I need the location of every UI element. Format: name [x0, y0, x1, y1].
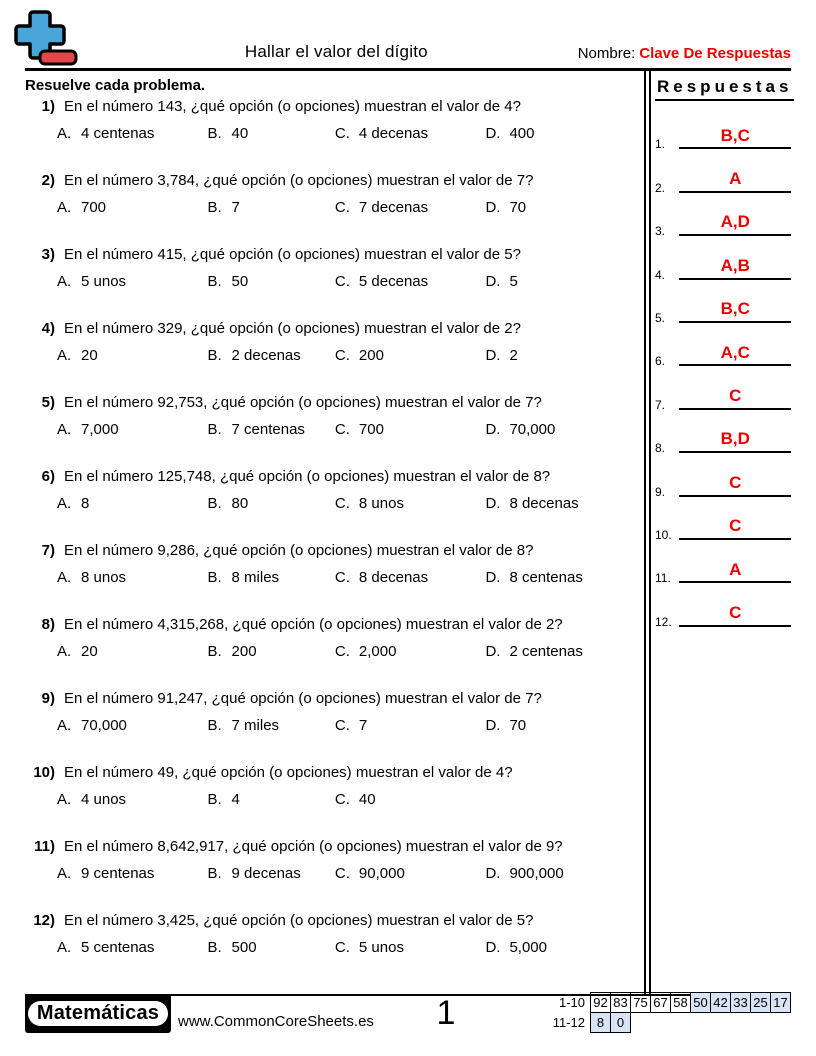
page-title: Hallar el valor del dígito	[244, 42, 428, 61]
name-value: Clave De Respuestas	[639, 45, 791, 62]
option-letter: C.	[334, 939, 350, 956]
option-letter: B.	[207, 347, 222, 364]
option-letter: C.	[334, 125, 350, 142]
problem-1	[25, 97, 636, 144]
page-number: 1	[436, 994, 456, 1032]
option-text: 8 decenas	[509, 495, 579, 512]
option-text: 8 unos	[81, 569, 127, 586]
answer-row-4	[655, 236, 794, 282]
option-letter: D.	[485, 347, 501, 364]
option-text: 5,000	[509, 939, 547, 956]
answer-row-1	[655, 106, 794, 152]
option-letter: A.	[57, 717, 72, 734]
option-letter: B.	[207, 939, 222, 956]
problem-number: 12)	[33, 912, 55, 929]
option-letter: B.	[207, 199, 222, 216]
option-text: 70,000	[81, 717, 127, 734]
score-cell: 92	[591, 993, 611, 1013]
options-row	[25, 494, 636, 514]
score-table	[553, 992, 791, 1033]
option-text: 90,000	[358, 865, 405, 882]
problem-question: En el número 329, ¿qué opción (o opciones) muestran el valor de 2?	[64, 320, 521, 337]
answer-value: A	[679, 561, 791, 584]
header	[25, 0, 791, 71]
option-letter: C.	[334, 273, 350, 290]
option-a	[57, 494, 208, 514]
problem-9	[25, 689, 636, 736]
answer-number: 1.	[655, 137, 666, 152]
option-d	[485, 642, 636, 662]
answer-value: A,C	[679, 344, 791, 367]
answer-row-12	[655, 583, 794, 629]
problem-7	[25, 541, 636, 588]
answer-number: 12.	[655, 614, 672, 629]
problem-question: En el número 415, ¿qué opción (o opciones) muestran el valor de 5?	[64, 246, 521, 263]
option-letter: A.	[57, 865, 72, 882]
problem-number: 10)	[33, 764, 55, 781]
option-a	[57, 198, 208, 218]
option-text: 40	[358, 791, 376, 808]
score-row-label: 1-10	[558, 995, 585, 1010]
option-letter: A.	[57, 643, 72, 660]
option-c	[335, 198, 486, 218]
answer-value: C	[679, 474, 791, 497]
option-letter: D.	[485, 495, 501, 512]
commoncoresheets-logo-icon	[13, 9, 79, 67]
option-a	[57, 420, 208, 440]
option-c	[335, 790, 486, 810]
option-text: 7	[358, 717, 368, 734]
option-letter: A.	[57, 347, 72, 364]
option-text: 7	[231, 199, 240, 216]
answer-number: 5.	[655, 310, 666, 325]
answer-value: B,C	[679, 300, 791, 323]
option-letter: C.	[334, 865, 350, 882]
score-cell: 42	[711, 993, 731, 1013]
option-letter: C.	[334, 495, 350, 512]
option-text: 20	[81, 347, 98, 364]
option-letter: D.	[485, 569, 501, 586]
option-letter: D.	[485, 125, 501, 142]
score-cell: 75	[631, 993, 651, 1013]
score-row-1-10	[553, 993, 791, 1013]
answer-number: 9.	[655, 484, 666, 499]
problem-number: 4)	[41, 320, 55, 337]
option-text: 500	[231, 939, 257, 956]
answer-value: B,D	[679, 430, 791, 453]
option-text: 20	[81, 643, 98, 660]
option-letter: D.	[485, 865, 501, 882]
option-text: 700	[81, 199, 107, 216]
options-row	[25, 568, 636, 588]
problem-3	[25, 245, 636, 292]
option-a	[57, 272, 208, 292]
name-block	[578, 45, 791, 62]
option-text: 5 unos	[81, 273, 127, 290]
options-row	[25, 124, 636, 144]
option-text: 8 centenas	[509, 569, 583, 586]
option-c	[335, 716, 486, 736]
option-letter: B.	[207, 125, 222, 142]
problem-11	[25, 837, 636, 884]
option-c	[335, 864, 486, 884]
answer-number: 6.	[655, 354, 666, 369]
option-text: 2 decenas	[231, 347, 301, 364]
answer-value: C	[679, 387, 791, 410]
option-b	[208, 346, 335, 366]
problem-10	[25, 763, 636, 810]
option-letter: B.	[207, 273, 222, 290]
options-row	[25, 642, 636, 662]
option-d	[485, 198, 636, 218]
option-letter: A.	[57, 939, 72, 956]
option-text: 9 centenas	[81, 865, 155, 882]
score-cell: 83	[611, 993, 631, 1013]
option-text: 7 miles	[231, 717, 280, 734]
option-text: 4 centenas	[81, 125, 155, 142]
option-b	[208, 272, 335, 292]
problem-question: En el número 91,247, ¿qué opción (o opciones) muestran el valor de 7?	[64, 690, 542, 707]
answers-panel	[649, 71, 796, 994]
website-url: www.CommonCoreSheets.es	[178, 1013, 374, 1030]
option-letter: A.	[57, 791, 72, 808]
score-cell: 58	[671, 993, 691, 1013]
problem-number: 8)	[41, 616, 55, 633]
option-letter: C.	[334, 199, 350, 216]
option-letter: C.	[334, 643, 350, 660]
answers-title: Respuestas	[655, 77, 794, 101]
option-text: 70	[509, 717, 527, 734]
options-row	[25, 790, 636, 810]
options-row	[25, 938, 636, 958]
option-text: 7 decenas	[358, 199, 429, 216]
option-a	[57, 938, 208, 958]
option-letter: D.	[485, 939, 501, 956]
options-row	[25, 716, 636, 736]
option-letter: D.	[485, 421, 501, 438]
problem-question: En el número 49, ¿qué opción (o opciones) muestran el valor de 4?	[64, 764, 513, 781]
answer-number: 7.	[655, 397, 666, 412]
problem-question: En el número 8,642,917, ¿qué opción (o opciones) muestran el valor de 9?	[64, 838, 563, 855]
answer-number: 2.	[655, 180, 666, 195]
option-letter: B.	[207, 643, 222, 660]
options-row	[25, 198, 636, 218]
problem-number: 6)	[41, 468, 55, 485]
option-letter: A.	[57, 199, 72, 216]
option-letter: B.	[207, 717, 222, 734]
option-letter: D.	[485, 643, 501, 660]
option-c	[335, 568, 486, 588]
answer-value: C	[679, 604, 791, 627]
brand-name: Matemáticas	[28, 1001, 168, 1026]
problem-4	[25, 319, 636, 366]
answer-row-9	[655, 453, 794, 499]
option-b	[208, 124, 335, 144]
option-text: 4	[231, 791, 240, 808]
answer-value: C	[679, 517, 791, 540]
options-row	[25, 420, 636, 440]
option-c	[335, 420, 486, 440]
problem-2	[25, 171, 636, 218]
option-letter: B.	[207, 865, 222, 882]
option-letter: A.	[57, 495, 72, 512]
answers-list	[655, 106, 794, 627]
problem-12	[25, 911, 636, 958]
score-cell: 33	[731, 993, 751, 1013]
option-text: 900,000	[509, 865, 564, 882]
option-c	[335, 494, 486, 514]
option-a	[57, 864, 208, 884]
score-row-label: 11-12	[552, 1015, 585, 1030]
option-d	[485, 864, 636, 884]
answer-number: 11.	[655, 571, 671, 586]
answer-row-3	[655, 193, 794, 239]
option-b	[208, 938, 335, 958]
option-letter: D.	[485, 199, 501, 216]
answer-number: 8.	[655, 441, 666, 456]
option-letter: C.	[334, 347, 350, 364]
options-row	[25, 864, 636, 884]
option-b	[208, 716, 335, 736]
option-d	[485, 420, 636, 440]
option-letter: A.	[57, 569, 72, 586]
problem-question: En el número 125,748, ¿qué opción (o opciones) muestran el valor de 8?	[64, 468, 551, 485]
problem-number: 9)	[41, 690, 55, 707]
answer-row-8	[655, 410, 794, 456]
problem-6	[25, 467, 636, 514]
option-text: 8 miles	[231, 569, 280, 586]
option-text: 5 centenas	[81, 939, 155, 956]
option-text: 5 decenas	[358, 273, 429, 290]
option-c	[335, 642, 486, 662]
option-b	[208, 420, 335, 440]
score-cell: 17	[771, 993, 791, 1013]
option-text: 7 centenas	[231, 421, 305, 438]
problem-number: 3)	[41, 246, 55, 263]
problem-number: 11)	[34, 838, 55, 855]
problem-number: 5)	[41, 394, 55, 411]
option-d	[485, 716, 636, 736]
problems-column	[25, 71, 644, 994]
option-d	[485, 272, 636, 292]
answer-value: A	[679, 170, 791, 193]
option-letter: C.	[334, 569, 350, 586]
problem-5	[25, 393, 636, 440]
option-letter: A.	[57, 273, 72, 290]
option-a	[57, 716, 208, 736]
score-cell: 67	[651, 993, 671, 1013]
option-letter: D.	[485, 717, 501, 734]
option-text: 2 centenas	[509, 643, 583, 660]
option-c	[335, 124, 486, 144]
option-d	[485, 124, 636, 144]
option-letter: B.	[207, 421, 222, 438]
problem-8	[25, 615, 636, 662]
problem-number: 2)	[41, 172, 55, 189]
answer-number: 3.	[655, 224, 666, 239]
option-d	[485, 568, 636, 588]
option-b	[208, 790, 335, 810]
problem-number: 1)	[41, 98, 55, 115]
options-row	[25, 272, 636, 292]
option-text: 2	[509, 347, 518, 364]
answer-number: 4.	[655, 267, 666, 282]
answer-row-5	[655, 280, 794, 323]
option-letter: A.	[57, 421, 72, 438]
option-text: 2,000	[358, 643, 397, 660]
answer-value: B,C	[679, 127, 791, 150]
option-letter: B.	[207, 495, 222, 512]
answer-row-11	[655, 540, 794, 586]
footer	[25, 994, 791, 1056]
option-text: 8 decenas	[358, 569, 429, 586]
option-b	[208, 494, 335, 514]
answer-row-7	[655, 366, 794, 412]
score-cell: 25	[751, 993, 771, 1013]
score-cell: 50	[691, 993, 711, 1013]
problem-question: En el número 9,286, ¿qué opción (o opciones) muestran el valor de 8?	[64, 542, 534, 559]
option-letter: C.	[334, 421, 350, 438]
option-b	[208, 864, 335, 884]
option-text: 4 decenas	[358, 125, 429, 142]
option-letter: B.	[207, 569, 222, 586]
option-letter: D.	[485, 273, 501, 290]
option-c	[335, 272, 486, 292]
option-d	[485, 494, 636, 514]
problem-question: En el número 3,784, ¿qué opción (o opciones) muestran el valor de 7?	[64, 172, 534, 189]
option-letter: C.	[334, 791, 350, 808]
option-d	[485, 938, 636, 958]
problem-question: En el número 4,315,268, ¿qué opción (o opciones) muestran el valor de 2?	[64, 616, 563, 633]
brand-logo	[25, 994, 171, 1033]
answer-value: A,D	[679, 213, 791, 236]
instruction-text: Resuelve cada problema.	[25, 77, 206, 94]
content	[25, 71, 791, 994]
option-c	[335, 346, 486, 366]
problem-question: En el número 143, ¿qué opción (o opciones) muestran el valor de 4?	[64, 98, 521, 115]
option-letter: B.	[207, 791, 222, 808]
option-c	[335, 938, 486, 958]
option-d	[485, 346, 636, 366]
option-a	[57, 346, 208, 366]
option-a	[57, 124, 208, 144]
option-text: 80	[231, 495, 249, 512]
option-text: 5 unos	[358, 939, 404, 956]
option-text: 5	[509, 273, 518, 290]
score-cell: 8	[591, 1013, 611, 1033]
score-cell: 0	[611, 1013, 631, 1033]
answer-row-10	[655, 497, 794, 540]
option-text: 400	[509, 125, 535, 142]
option-b	[208, 568, 335, 588]
option-text: 50	[231, 273, 249, 290]
option-text: 70,000	[509, 421, 556, 438]
option-text: 700	[358, 421, 384, 438]
option-text: 200	[231, 643, 257, 660]
option-text: 200	[358, 347, 384, 364]
problem-number: 7)	[41, 542, 55, 559]
option-b	[208, 198, 335, 218]
score-row-11-12	[553, 1013, 791, 1033]
option-text: 70	[509, 199, 527, 216]
problem-question: En el número 3,425, ¿qué opción (o opciones) muestran el valor de 5?	[64, 912, 534, 929]
name-label: Nombre:	[577, 45, 636, 62]
problem-question: En el número 92,753, ¿qué opción (o opciones) muestran el valor de 7?	[64, 394, 542, 411]
option-letter: C.	[334, 717, 350, 734]
option-a	[57, 642, 208, 662]
answer-number: 10.	[655, 527, 672, 542]
option-a	[57, 568, 208, 588]
option-a	[57, 790, 208, 810]
option-text: 7,000	[81, 421, 119, 438]
answer-row-2	[655, 149, 794, 195]
option-letter: A.	[57, 125, 72, 142]
answer-value: A,B	[679, 257, 791, 280]
option-text: 8 unos	[358, 495, 404, 512]
option-text: 4 unos	[81, 791, 127, 808]
option-text: 40	[231, 125, 249, 142]
answers-sidebar	[644, 71, 791, 994]
option-text: 8	[81, 495, 90, 512]
options-row	[25, 346, 636, 366]
answer-row-6	[655, 323, 794, 369]
option-text: 9 decenas	[231, 865, 301, 882]
option-b	[208, 642, 335, 662]
